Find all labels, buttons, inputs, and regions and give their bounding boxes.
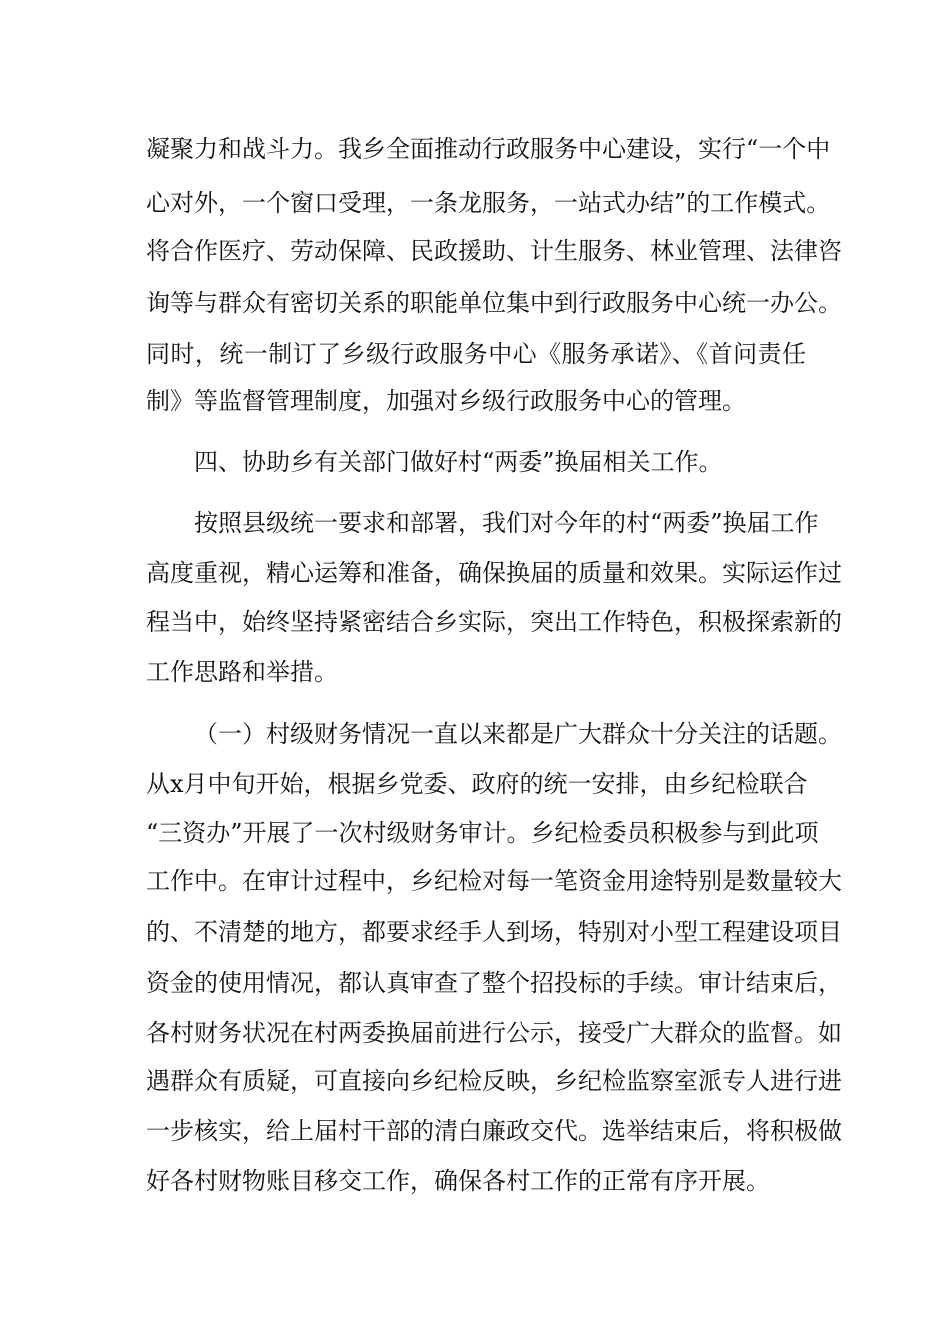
- text-line: 资金的使用情况，都认真审查了整个招投标的手续。审计结束后，: [146, 969, 842, 997]
- text-line: 遇群众有质疑，可直接向乡纪检反映，乡纪检监察室派专人进行进: [146, 1067, 842, 1095]
- text-line: 将合作医疗、劳动保障、民政援助、计生服务、林业管理、法律咨: [146, 237, 842, 265]
- text-line: 一步核实，给上届村干部的清白廉政交代。选举结束后，将积极做: [146, 1117, 842, 1145]
- text-line: 程当中，始终坚持紧密结合乡实际，突出工作特色，积极探索新的: [146, 608, 842, 636]
- text-line: 制》等监督管理制度，加强对乡级行政服务中心的管理。: [146, 387, 746, 415]
- section-heading: 四、协助乡有关部门做好村“两委”换届相关工作。: [194, 448, 723, 476]
- text-line: （一）村级财务情况一直以来都是广大群众十分关注的话题。: [194, 720, 842, 748]
- text-line: 按照县级统一要求和部署，我们对今年的村“两委”换届工作: [194, 509, 819, 537]
- text-line: 凝聚力和战斗力。我乡全面推动行政服务中心建设，实行“一个中: [146, 135, 831, 163]
- text-line: 从x月中旬开始，根据乡党委、政府的统一安排，由乡纪检联合: [146, 770, 808, 798]
- text-line: 各村财务状况在村两委换届前进行公示，接受广大群众的监督。如: [146, 1019, 842, 1047]
- text-line: 心对外，一个窗口受理，一条龙服务，一站式办结”的工作模式。: [146, 189, 831, 217]
- text-line: 同时，统一制订了乡级行政服务中心《服务承诺》、《首问责任: [146, 340, 806, 368]
- text-line: 好各村财物账目移交工作，确保各村工作的正常有序开展。: [146, 1167, 770, 1195]
- text-line: “三资办”开展了一次村级财务审计。乡纪检委员积极参与到此项: [146, 819, 819, 847]
- text-line: 工作中。在审计过程中，乡纪检对每一笔资金用途特别是数量较大: [146, 867, 842, 895]
- text-line: 询等与群众有密切关系的职能单位集中到行政服务中心统一办公。: [146, 289, 842, 317]
- text-line: 的、不清楚的地方，都要求经手人到场，特别对小型工程建设项目: [146, 918, 842, 946]
- text-line: 工作思路和举措。: [146, 658, 338, 686]
- text-line: 高度重视，精心运筹和准备，确保换届的质量和效果。实际运作过: [146, 559, 842, 587]
